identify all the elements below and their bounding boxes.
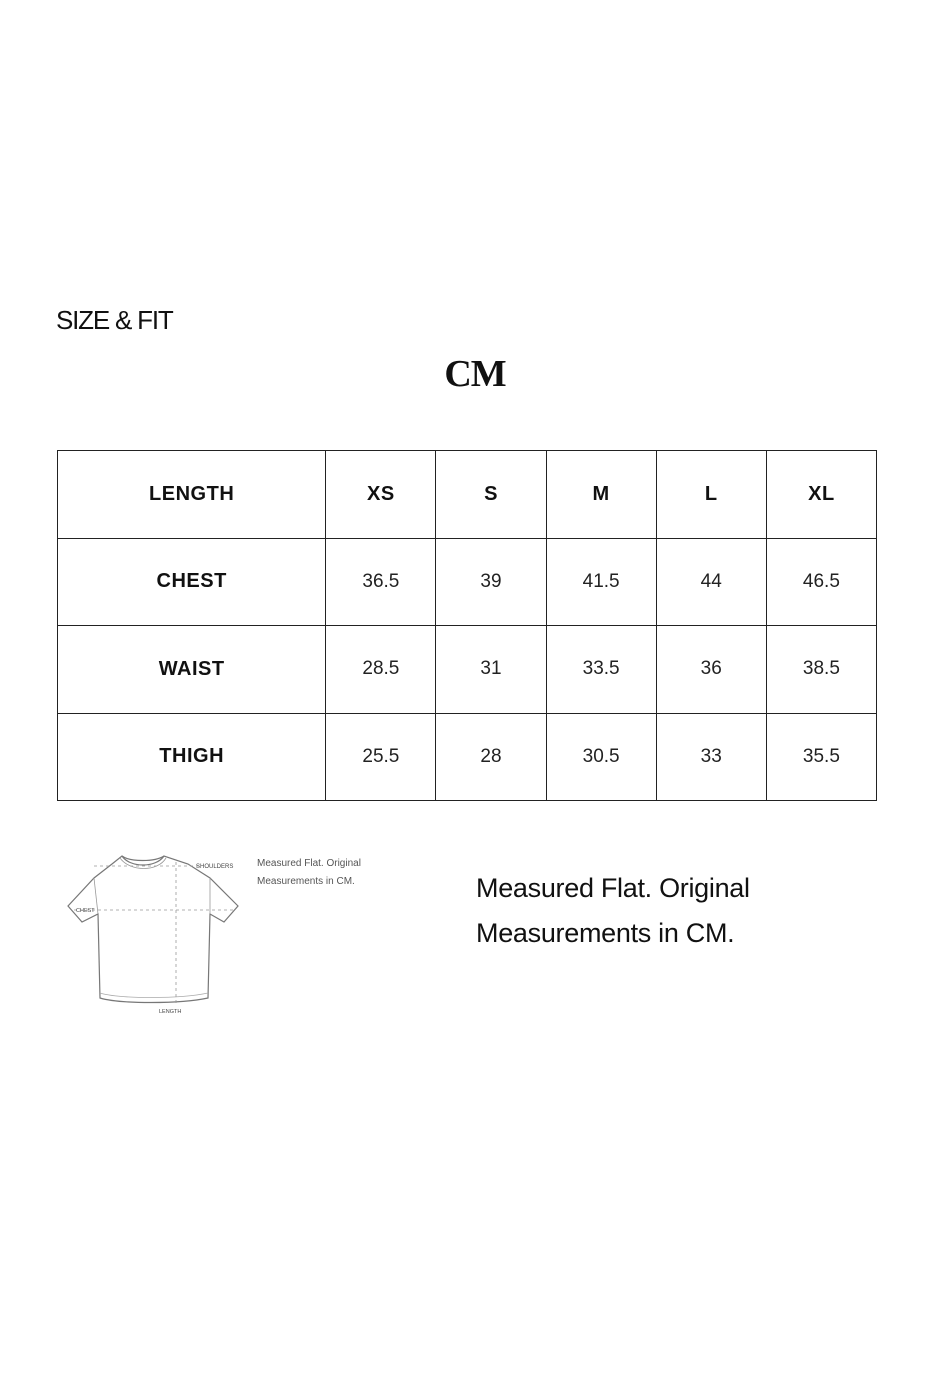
table-cell: 36.5 [326,538,436,626]
diagram-caption-line2: Measurements in CM. [257,876,355,887]
table-cell: 31 [436,626,546,714]
header-cell-l: L [656,451,766,539]
row-label-chest: CHEST [58,538,326,626]
note-line-2: Measurements in CM. [476,918,735,948]
table-cell: 38.5 [766,626,876,714]
header-cell-xs: XS [326,451,436,539]
label-length: LENGTH [159,1009,182,1015]
table-cell: 35.5 [766,713,876,801]
label-shoulders: SHOULDERS [196,864,234,870]
table-cell: 46.5 [766,538,876,626]
table-row [58,626,877,714]
diagram-caption-line1: Measured Flat. Original [257,858,361,869]
table-cell: 25.5 [326,713,436,801]
table-row [58,713,877,801]
table-cell: 33.5 [546,626,656,714]
label-chest: CHEST [76,908,95,914]
size-chart-table [57,450,877,801]
table-cell: 30.5 [546,713,656,801]
table-cell: 41.5 [546,538,656,626]
table-row [58,538,877,626]
table-cell: 28.5 [326,626,436,714]
header-cell-s: S [436,451,546,539]
row-label-waist: WAIST [58,626,326,714]
table-cell: 44 [656,538,766,626]
measurement-note [476,866,896,956]
header-cell-xl: XL [766,451,876,539]
tshirt-measurement-diagram [60,848,440,1028]
header-cell-length: LENGTH [58,451,326,539]
table-cell: 28 [436,713,546,801]
tshirt-measurement-icon [60,848,440,1028]
unit-heading: CM [444,353,506,395]
table-header-row [58,451,877,539]
section-title: SIZE & FIT [56,305,173,335]
note-line-1: Measured Flat. Original [476,873,750,903]
table-cell: 36 [656,626,766,714]
table-cell: 39 [436,538,546,626]
row-label-thigh: THIGH [58,713,326,801]
header-cell-m: M [546,451,656,539]
table-cell: 33 [656,713,766,801]
